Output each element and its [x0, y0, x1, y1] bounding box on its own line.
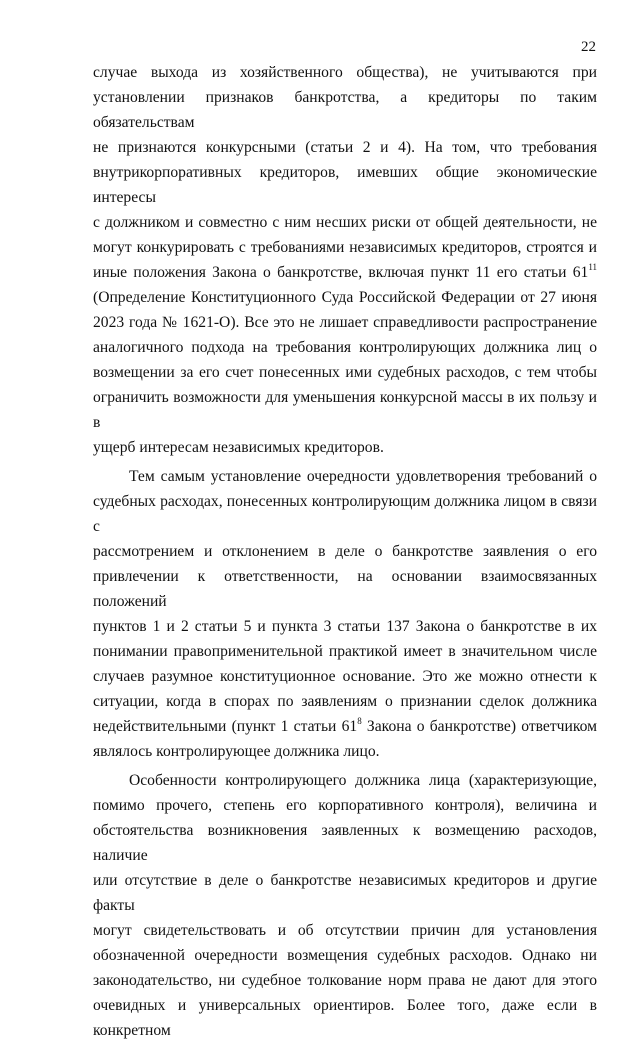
text-line: ущерб интересам независимых кредиторов. [93, 439, 384, 456]
line-text: Закона о банкротстве) ответчиком [361, 718, 598, 735]
text-line: очевидных и универсальных ориентиров. Более того, даже если в конкретном [93, 997, 597, 1039]
paragraph-2 [93, 464, 597, 764]
text-line: Особенности контролирующего должника лица (характеризующие, [129, 772, 597, 789]
text-line: ограничить возможности для уменьшения конкурсной массы в их пользу и в [93, 389, 597, 431]
text-line: обстоятельства возникновения заявленных к возмещению расходов, наличие [93, 822, 597, 864]
text-line: рассмотрением и отклонением в деле о банкротстве заявления о его [93, 543, 597, 560]
text-line: или отсутствие в деле о банкротстве независимых кредиторов и другие факты [93, 872, 597, 914]
text-line: привлечении к ответственности, на основании взаимосвязанных положений [93, 568, 597, 610]
paragraph-3 [93, 768, 597, 1043]
text-line: 2023 года № 1621-О). Все это не лишает справедливости распространение [93, 314, 597, 331]
text-line: могут свидетельствовать и об отсутствии причин для установления [93, 922, 597, 939]
document-body [93, 60, 597, 1043]
text-line [93, 714, 597, 739]
text-line: с должником и совместно с ним несших риски от общей деятельности, не [93, 214, 597, 231]
text-line [93, 260, 597, 285]
text-line: ситуации, когда в спорах по заявлениям о признании сделок должника [93, 693, 597, 710]
text-line: случае выхода из хозяйственного общества), не учитываются при [93, 64, 597, 81]
text-line: обозначенной очередности возмещения судебных расходов. Однако ни [93, 947, 597, 964]
text-line: могут конкурировать с требованиями независимых кредиторов, строятся и [93, 239, 597, 256]
text-line: понимании правоприменительной практикой имеет в значительном числе [93, 643, 597, 660]
text-line: пунктов 1 и 2 статьи 5 и пункта 3 статьи 137 Закона о банкротстве в их [93, 618, 597, 635]
text-line: случаев разумное конституционное основание. Это же можно отнести к [93, 668, 597, 685]
line-text: иные положения Закона о банкротстве, включая пункт 11 его статьи 61 [93, 264, 589, 281]
text-line: аналогичного подхода на требования контролирующих должника лиц о [93, 339, 597, 356]
superscript-article-index: 8 [357, 715, 362, 726]
text-line: не признаются конкурсными (статьи 2 и 4). На том, что требования [93, 139, 597, 156]
text-line: (Определение Конституционного Суда Российской Федерации от 27 июня [93, 289, 597, 306]
text-line: законодательство, ни судебное толкование норм права не дают для этого [93, 972, 597, 989]
text-line: помимо прочего, степень его корпоративного контроля), величина и [93, 797, 597, 814]
paragraph-1 [93, 60, 597, 460]
page-number: 22 [581, 39, 596, 55]
line-text: недействительными (пункт 1 статьи 61 [93, 718, 358, 735]
text-line: судебных расходах, понесенных контролирующим должника лицом в связи с [93, 493, 597, 535]
text-line: внутрикорпоративных кредиторов, имевших общие экономические интересы [93, 164, 597, 206]
text-line: установлении признаков банкротства, а кредиторы по таким обязательствам [93, 89, 597, 131]
superscript-article-index: 11 [588, 261, 597, 272]
text-line: возмещении за его счет понесенных ими судебных расходов, с тем чтобы [93, 364, 597, 381]
text-line: являлось контролирующее должника лицо. [93, 743, 380, 760]
text-line: Тем самым установление очередности удовлетворения требований о [129, 468, 597, 485]
